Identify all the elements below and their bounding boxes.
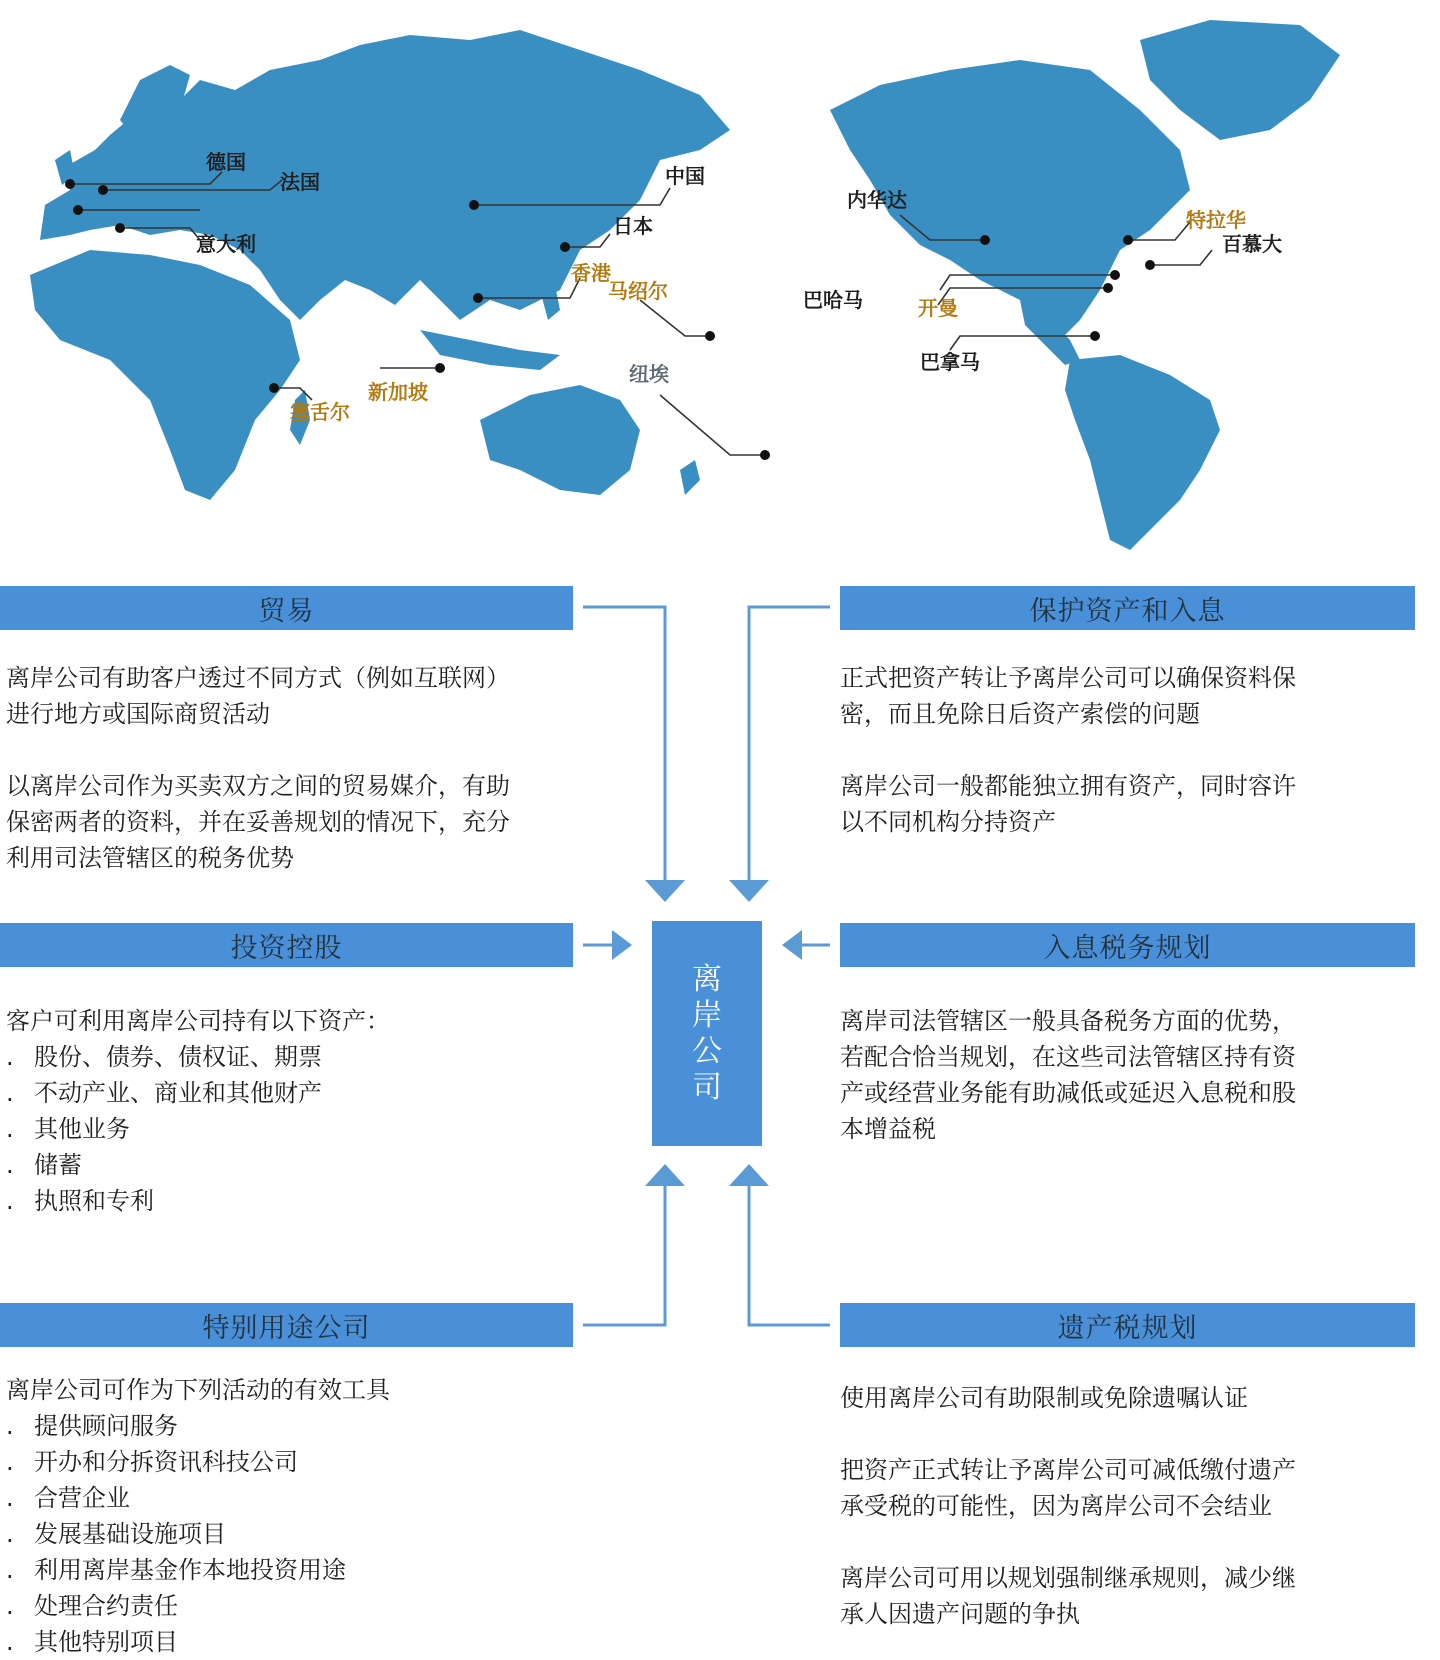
label-germany: 德国 [206, 150, 246, 174]
income-tax-title-bar [840, 923, 1415, 967]
protect-body [840, 660, 1296, 840]
trade-line: 利用司法管辖区的税务优势 [6, 844, 294, 872]
protect-connector [749, 607, 830, 880]
trade-arrowhead [645, 880, 685, 902]
investment-bullet: . 不动产业、商业和其他财产 [6, 1079, 322, 1107]
label-hongkong: 香港 [571, 261, 611, 285]
new-zealand-shape [680, 460, 700, 495]
income-tax-title: 入息税务规划 [1043, 932, 1212, 964]
investment-bullet-text: 储蓄 [34, 1151, 82, 1179]
leader-niue [660, 395, 765, 455]
estate-line: 承受税的可能性，因为离岸公司不会结业 [840, 1492, 1272, 1520]
estate-arrowhead [729, 1164, 769, 1186]
offshore-company-box [652, 921, 762, 1146]
label-china: 中国 [665, 164, 705, 188]
special-bullet-text: 处理合约责任 [34, 1592, 178, 1620]
investment-bullet: . 储蓄 [6, 1151, 82, 1179]
center-char-4: 司 [692, 1069, 722, 1105]
special-bullet-text: 发展基础设施项目 [34, 1520, 226, 1548]
center-char-2: 岸 [692, 997, 722, 1033]
dot-nevada [980, 235, 990, 245]
investment-bullet-text: 不动产业、商业和其他财产 [34, 1079, 322, 1107]
dot-japan [560, 242, 570, 252]
special-bullet: . 合营企业 [6, 1484, 130, 1512]
estate-title: 遗产税规划 [1057, 1312, 1198, 1344]
label-niue: 纽埃 [629, 362, 669, 386]
estate-line: 离岸公司可用以规划强制继承规则，减少继 [840, 1564, 1296, 1592]
special-arrowhead [645, 1164, 685, 1186]
investment-bullet: . 其他业务 [6, 1115, 130, 1143]
special-connector [583, 1186, 665, 1325]
special-body [6, 1372, 390, 1660]
investment-bullet: . 执照和专利 [6, 1187, 154, 1215]
dot-france [98, 185, 108, 195]
dot-singapore [435, 363, 445, 373]
eastern-hemisphere [30, 30, 730, 500]
label-bermuda: 百慕大 [1222, 232, 1282, 256]
south-america-shape [1065, 355, 1220, 550]
label-france: 法国 [280, 170, 320, 194]
greenland-shape [1140, 20, 1340, 140]
trade-line: 保密两者的资料，并在妥善规划的情况下，充分 [6, 808, 510, 836]
protect-title-bar [840, 586, 1415, 630]
special-bullet: . 其他特别项目 [6, 1628, 178, 1656]
trade-title-bar [0, 586, 573, 630]
estate-line: 使用离岸公司有助限制或免除遗嘱认证 [840, 1384, 1248, 1412]
trade-title: 贸易 [258, 595, 315, 627]
special-title: 特别用途公司 [202, 1312, 371, 1344]
center-char-1: 离 [692, 961, 722, 997]
investment-bullet: . 股份、债券、债权证、期票 [6, 1043, 322, 1071]
special-bullet-text: 开办和分拆资讯科技公司 [34, 1448, 298, 1476]
dot-china [469, 200, 479, 210]
protect-gap [840, 732, 1296, 768]
trade-line: 离岸公司有助客户透过不同方式（例如互联网） [6, 664, 510, 692]
estate-line: 把资产正式转让予离岸公司可减低缴付遗产 [840, 1456, 1296, 1484]
leader-bermuda [1150, 250, 1212, 265]
dot-panama [1090, 331, 1100, 341]
special-bullet: . 利用离岸基金作本地投资用途 [6, 1556, 346, 1584]
world-map-graphic [0, 0, 1440, 580]
label-delaware: 特拉华 [1186, 208, 1246, 232]
protect-line: 密，而且免除日后资产索偿的问题 [840, 700, 1200, 728]
income-tax-body [840, 1003, 1296, 1147]
label-italy: 意大利 [196, 232, 256, 256]
dot-bahamas [1110, 270, 1120, 280]
label-singapore: 新加坡 [368, 380, 428, 404]
label-nevada: 内华达 [847, 188, 907, 212]
investment-bullet-text: 其他业务 [34, 1115, 130, 1143]
special-bullet-text: 提供顾问服务 [34, 1412, 178, 1440]
australia-shape [480, 385, 640, 495]
dot-uk [73, 205, 83, 215]
dot-italy [115, 223, 125, 233]
special-title-bar [0, 1303, 573, 1347]
estate-line: 承人因遗产问题的争执 [840, 1600, 1080, 1628]
protect-line: 正式把资产转让予离岸公司可以确保资料保 [840, 664, 1296, 692]
investment-bullet-text: 股份、债券、债权证、期票 [34, 1043, 322, 1071]
investment-bullet-text: 执照和专利 [34, 1187, 154, 1215]
trade-body [6, 660, 510, 876]
special-bullet: . 开办和分拆资讯科技公司 [6, 1448, 298, 1476]
income-tax-line: 本增益税 [840, 1115, 936, 1143]
dot-seychelles [269, 383, 279, 393]
investment-title: 投资控股 [230, 932, 343, 964]
special-bullet-text: 其他特别项目 [34, 1628, 178, 1656]
trade-connector [583, 607, 665, 880]
leader-marshall [640, 300, 710, 336]
income-tax-line: 若配合恰当规划，在这些司法管辖区持有资 [840, 1043, 1296, 1071]
africa-shape [30, 250, 300, 500]
special-bullet: . 处理合约责任 [6, 1592, 178, 1620]
estate-connector [749, 1186, 830, 1325]
protect-arrowhead [729, 880, 769, 902]
label-cayman: 开曼 [918, 296, 958, 320]
special-bullet: . 发展基础设施项目 [6, 1520, 226, 1548]
protect-line: 以不同机构分持资产 [840, 808, 1056, 836]
investment-body [6, 1003, 390, 1219]
dot-marshall [705, 331, 715, 341]
special-bullet-text: 合营企业 [34, 1484, 130, 1512]
trade-gap [6, 732, 510, 768]
estate-gap [840, 1524, 1296, 1560]
center-char-3: 公 [692, 1033, 722, 1069]
protect-title: 保护资产和入息 [1029, 595, 1226, 627]
estate-gap [840, 1416, 1296, 1452]
investment-intro: 客户可利用离岸公司持有以下资产： [6, 1007, 390, 1035]
trade-line: 进行地方或国际商贸活动 [6, 700, 270, 728]
special-intro: 离岸公司可作为下列活动的有效工具 [6, 1376, 390, 1404]
investment-arrowhead [612, 930, 632, 960]
estate-title-bar [840, 1303, 1415, 1347]
dot-germany [65, 179, 75, 189]
estate-body [840, 1380, 1296, 1632]
label-marshall: 马绍尔 [608, 279, 668, 303]
label-bahamas: 巴哈马 [803, 288, 863, 312]
income-tax-line: 离岸司法管辖区一般具备税务方面的优势， [840, 1007, 1296, 1035]
special-bullet: . 提供顾问服务 [6, 1412, 178, 1440]
label-japan: 日本 [613, 214, 653, 238]
label-seychelles: 塞舌尔 [290, 400, 350, 424]
dot-hongkong [473, 293, 483, 303]
dot-cayman [1103, 283, 1113, 293]
income-arrowhead [782, 930, 802, 960]
special-bullet-text: 利用离岸基金作本地投资用途 [34, 1556, 346, 1584]
trade-line: 以离岸公司作为买卖双方之间的贸易媒介，有助 [6, 772, 510, 800]
income-tax-line: 产或经营业务能有助减低或延迟入息税和股 [840, 1079, 1296, 1107]
dot-bermuda [1145, 260, 1155, 270]
dot-delaware [1123, 235, 1133, 245]
label-panama: 巴拿马 [920, 350, 980, 374]
dot-niue [760, 450, 770, 460]
western-hemisphere [830, 20, 1340, 550]
world-map-area [0, 0, 1440, 580]
protect-line: 离岸公司一般都能独立拥有资产，同时容许 [840, 772, 1296, 800]
investment-title-bar [0, 923, 573, 967]
